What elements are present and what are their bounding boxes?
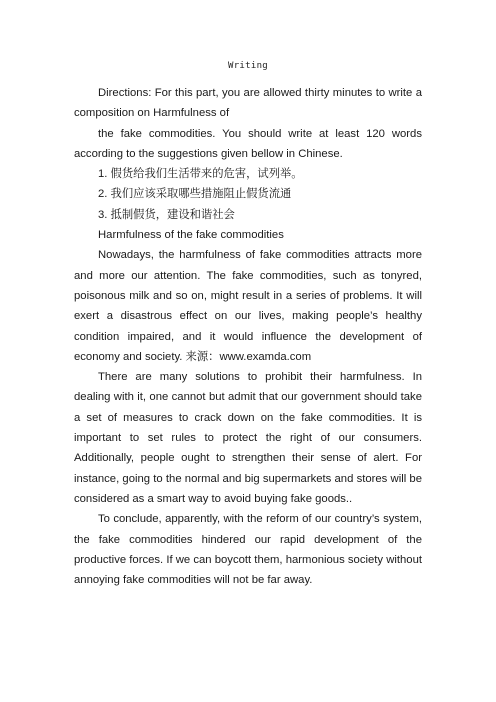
suggestion-item: 3. 抵制假货，建设和谐社会 (98, 208, 235, 221)
essay-paragraph: To conclude, apparently, with the reform of our country’s system, the fake commodities hindered our rapid development of the productive forces. If we can boycott them, harmonious society without annoying fake commodities will not be far away. (74, 513, 422, 587)
document-body (74, 83, 422, 590)
essay-paragraph: There are many solutions to prohibit their harmfulness. In dealing with it, one cannot but admit that our government should take a set of measures to crack down on the fake commodities. It is important to set rules to protect the right of our consumers. Additionally, people ought to strengthen their sense of alert. For instance, going to the normal and big supermarkets and stores will be considered as a smart way to avoid buying fake goods.. (74, 371, 422, 505)
suggestion-item: 2. 我们应该采取哪些措施阻止假货流通 (98, 188, 292, 201)
directions-paragraph: Directions: For this part, you are allowed thirty minutes to write a composition on Harmfulness of (74, 87, 422, 120)
essay-paragraph: Nowadays, the harmfulness of fake commodities attracts more and more our attention. The fake commodities, such as tonyred, poisonous milk and so on, might result in a series of problems. It will exert a disastrous effect on our lives, making people’s healthy condition impaired, and it would influence the development of economy and society. 来源：www.examda.com (74, 249, 422, 363)
page-header: Writing (227, 61, 269, 71)
suggestion-item: 1. 假货给我们生活带来的危害，试列举。 (98, 168, 303, 181)
directions-continuation: the fake commodities. You should write at least 120 words according to the suggestions given bellow in Chinese. (74, 127, 422, 160)
essay-title: Harmfulness of the fake commodities (98, 229, 284, 242)
